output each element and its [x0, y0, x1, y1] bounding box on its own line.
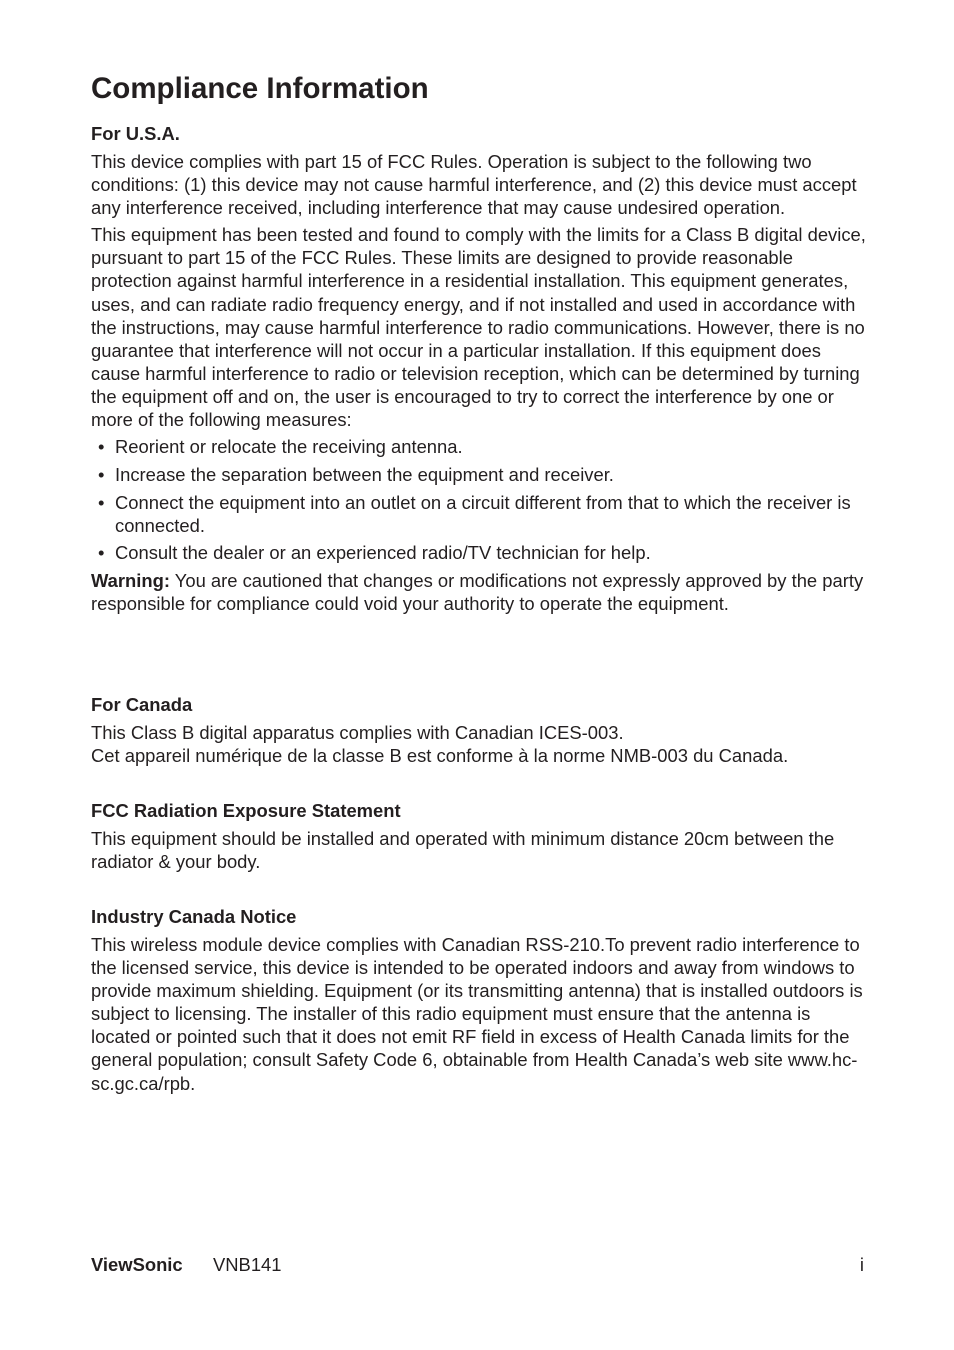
canada-line-1: This Class B digital apparatus complies with Canadian ICES-003. [91, 722, 624, 743]
canada-heading: For Canada [91, 694, 193, 715]
list-item-text: Consult the dealer or an experienced radio/TV technician for help. [115, 542, 651, 564]
list-item [91, 491, 866, 537]
page-number: i [859, 1254, 864, 1275]
usa-measures-list [91, 435, 866, 564]
bullet-icon: • [98, 436, 105, 458]
list-item [91, 541, 866, 564]
usa-heading: For U.S.A. [91, 123, 180, 144]
page-title: Compliance Information [91, 72, 429, 105]
fcc-radiation-heading: FCC Radiation Exposure Statement [91, 800, 401, 821]
fcc-radiation-section [91, 799, 866, 873]
canada-section [91, 693, 866, 767]
industry-canada-heading: Industry Canada Notice [91, 906, 297, 927]
bullet-icon: • [98, 463, 105, 485]
usa-paragraph-2: This equipment has been tested and found to comply with the limits for a Class B digital device, pursuant to part 15 of the FCC Rules. These limits are designed to provide reasonable protection against harmful interference in a residential installation. This equipment generates, uses, and can radiate radio frequency energy, and if not installed and used in accordance with the instructions, may cause harmful interference to radio communications. However, there is no guarantee that interference will not occur in a particular installation. If this equipment does cause harmful interference to radio or television reception, which can be determined by turning the equipment off and on, the user is encouraged to try to correct the interference by one or more of the following measures: [91, 224, 866, 431]
list-item [91, 463, 866, 486]
bullet-icon: • [98, 542, 105, 564]
list-item-text: Reorient or relocate the receiving antenna. [115, 436, 463, 458]
usa-section [91, 122, 866, 615]
warning-label: Warning: [91, 569, 170, 591]
industry-canada-text: This wireless module device complies with Canadian RSS-210.To prevent radio interference to the licensed service, this device is intended to be operated indoors and away from windows to provide maximum shielding. Equipment (or its transmitting antenna) that is installed outdoors is subject to licensing. The installer of this radio equipment must ensure that the antenna is located or pointed such that it does not emit RF field in excess of Health Canada limits for the general population; consult Safety Code 6, obtainable from Health Canada’s web site www.hc-sc.gc.ca/rpb. [91, 934, 863, 1094]
footer-model: VNB141 [213, 1254, 282, 1275]
list-item [91, 435, 866, 458]
footer-brand: ViewSonic [91, 1254, 183, 1275]
bullet-icon: • [98, 491, 105, 513]
list-item-text: Connect the equipment into an outlet on a circuit different from that to which the receiver is connected. [115, 491, 851, 536]
warning-text: You are cautioned that changes or modifications not expressly approved by the party responsible for compliance could void your authority to operate the equipment. [91, 569, 864, 615]
list-item-text: Increase the separation between the equipment and receiver. [115, 463, 614, 485]
warning-paragraph [91, 569, 866, 615]
usa-paragraph-1: This device complies with part 15 of FCC Rules. Operation is subject to the following two conditions: (1) this device may not cause harmful interference, and (2) this device must accept any interference received, including interference that may cause undesired operation. [91, 151, 857, 219]
canada-line-2: Cet appareil numérique de la classe B est conforme à la norme NMB-003 du Canada. [91, 745, 789, 767]
industry-canada-section [91, 905, 866, 1095]
page-footer [91, 1253, 864, 1276]
fcc-radiation-text: This equipment should be installed and operated with minimum distance 20cm between the radiator & your body. [91, 828, 835, 873]
